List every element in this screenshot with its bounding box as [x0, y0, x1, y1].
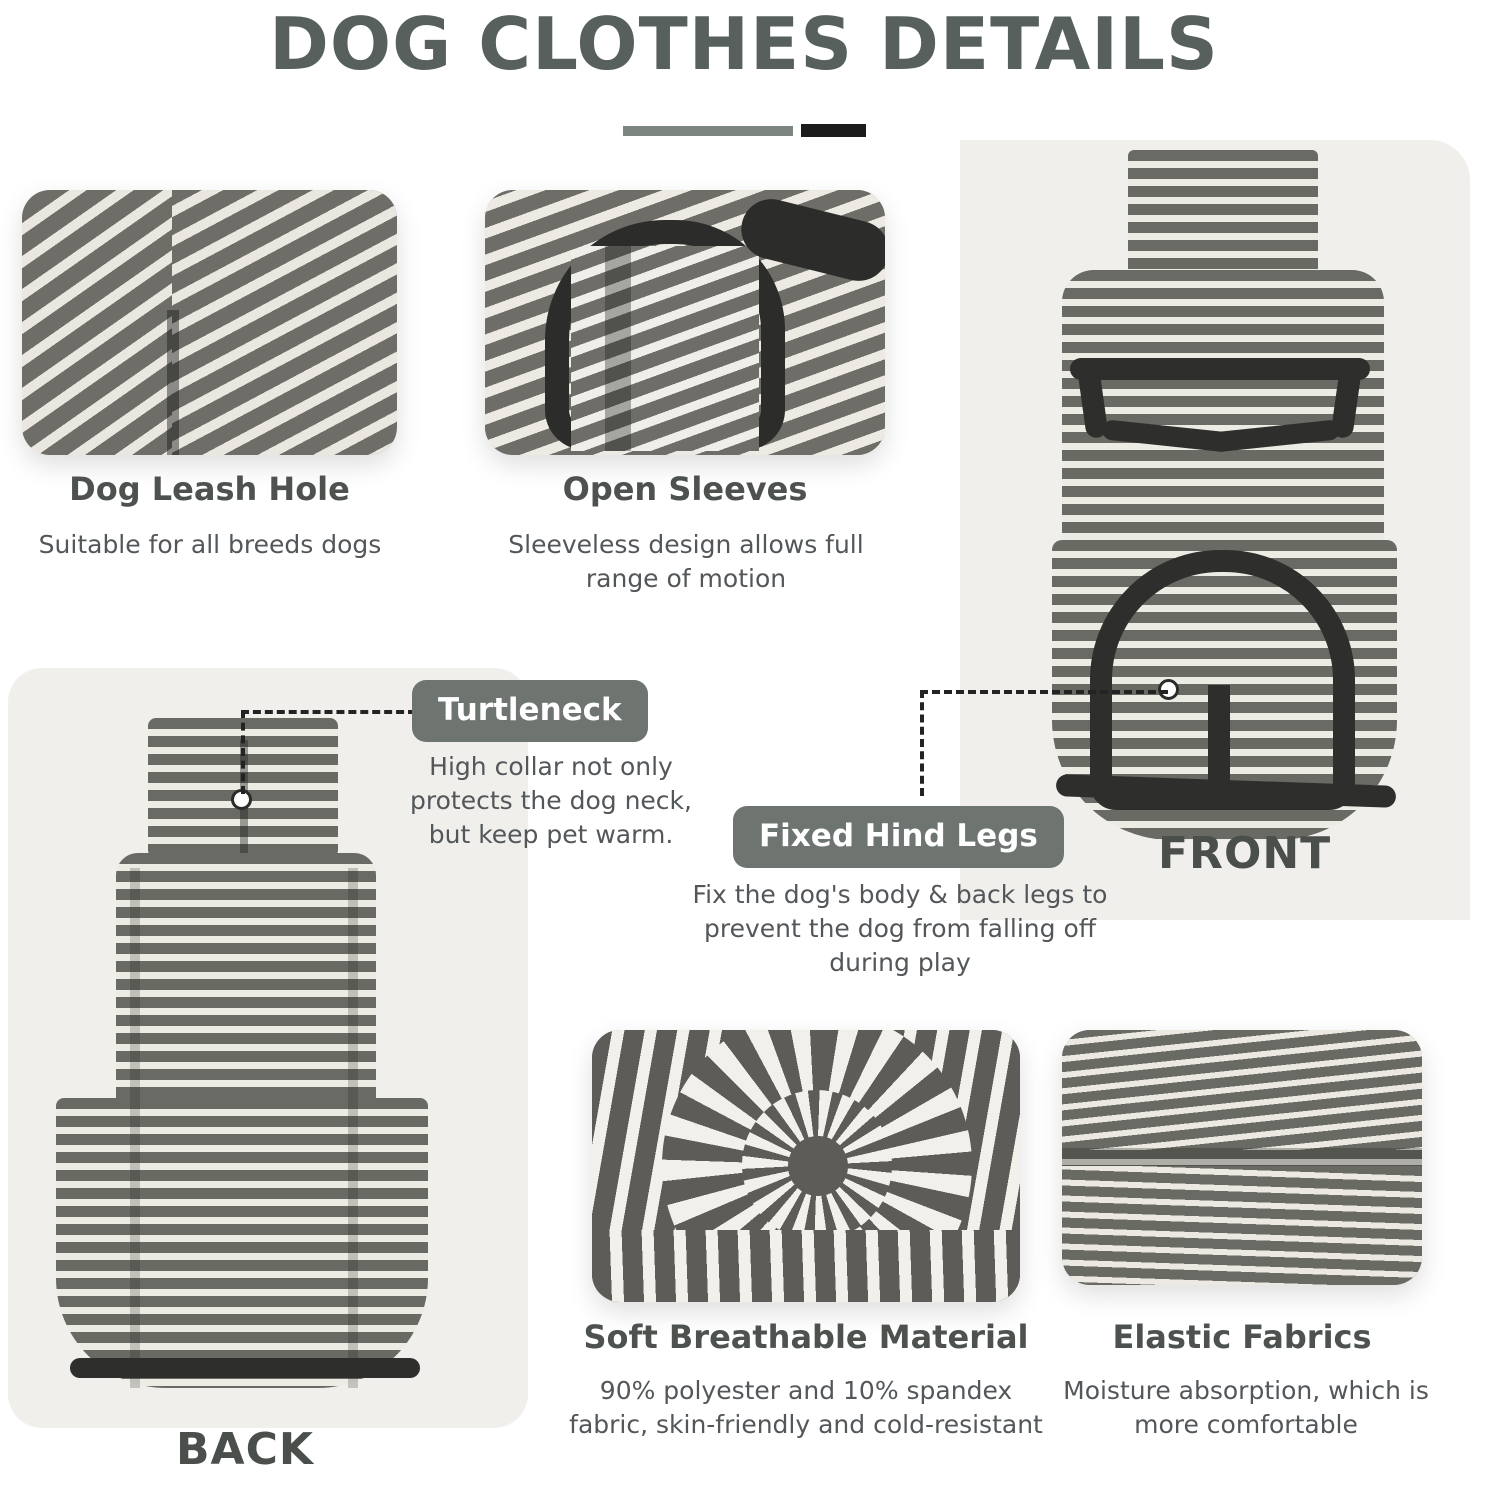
callout-body-fixed-hind-legs: Fix the dog's body & back legs to prevent the dog from falling off during play	[692, 880, 1108, 977]
caption-body-soft-breathable-material: 90% polyester and 10% spandex fabric, skin-friendly and cold-resistant	[569, 1376, 1043, 1439]
divider-light-segment	[623, 126, 793, 136]
page-title: DOG CLOTHES DETAILS	[269, 2, 1219, 86]
photo-dog-leash-hole	[22, 190, 397, 455]
back-view-label: BACK	[176, 1424, 314, 1475]
caption-title-soft-breathable-material: Soft Breathable Material	[583, 1318, 1029, 1356]
callout-leader-vertical-hind-legs	[920, 690, 924, 796]
caption-title-open-sleeves: Open Sleeves	[562, 470, 808, 508]
callout-leader-horizontal-hind-legs	[920, 690, 1168, 694]
caption-body-open-sleeves: Sleeveless design allows full range of motion	[508, 530, 864, 593]
callout-chip-fixed-hind-legs: Fixed Hind Legs	[733, 806, 1064, 868]
caption-title-elastic-fabrics: Elastic Fabrics	[1112, 1318, 1372, 1356]
callout-chip-turtleneck: Turtleneck	[412, 680, 648, 742]
caption-body-dog-leash-hole: Suitable for all breeds dogs	[38, 530, 382, 559]
photo-open-sleeves	[485, 190, 885, 455]
photo-soft-breathable-material	[592, 1030, 1020, 1302]
callout-leader-horizontal-turtleneck	[241, 710, 416, 714]
divider-dark-segment	[801, 124, 866, 137]
title-divider	[0, 120, 1488, 139]
callout-body-turtleneck: High collar not only protects the dog neck, but keep pet warm.	[410, 752, 692, 849]
photo-elastic-fabrics	[1062, 1030, 1422, 1285]
front-view-panel	[960, 140, 1470, 920]
caption-body-elastic-fabrics: Moisture absorption, which is more comfortable	[1063, 1376, 1429, 1439]
callout-leader-vertical-turtleneck	[241, 710, 245, 794]
caption-title-dog-leash-hole: Dog Leash Hole	[69, 470, 350, 508]
front-view-label: FRONT	[1158, 828, 1332, 879]
